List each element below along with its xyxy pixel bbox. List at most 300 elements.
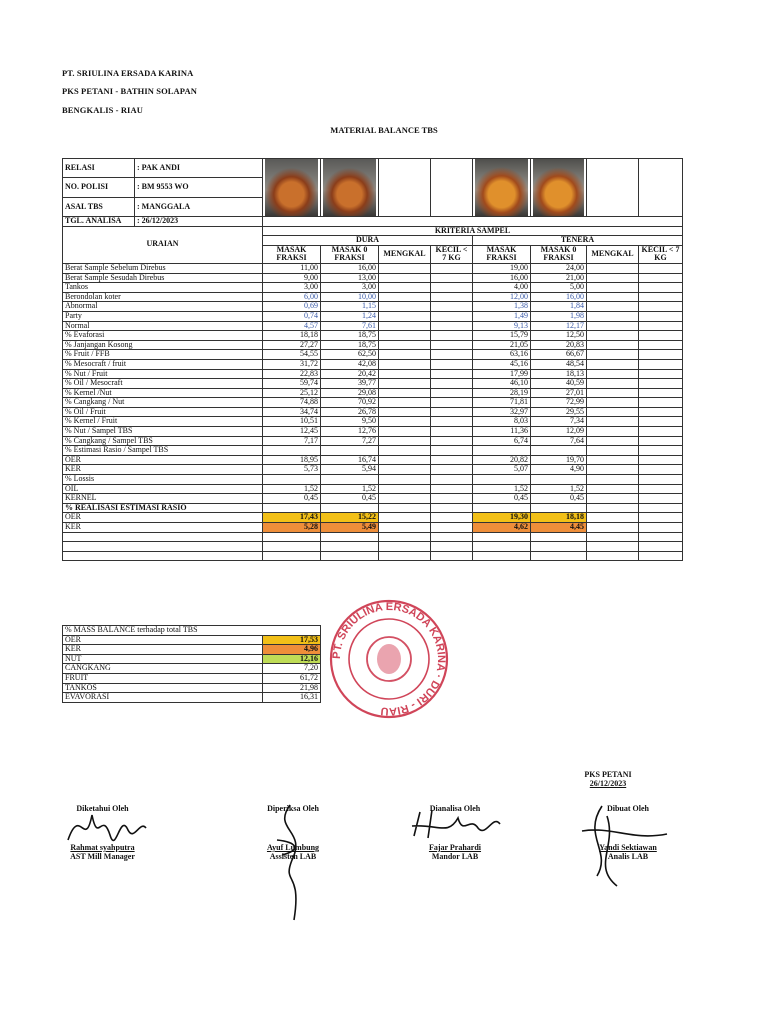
empty-cell	[587, 417, 639, 427]
value-cell: 31,72	[263, 359, 321, 369]
dura-kecil-photo-empty	[431, 159, 473, 217]
dura-header: DURA	[263, 236, 473, 246]
row-label: % Estimasi Rasio / Sampel TBS	[63, 446, 263, 456]
value-cell: 4,00	[473, 283, 531, 293]
empty-cell	[431, 417, 473, 427]
empty-cell	[639, 494, 683, 504]
empty-cell	[587, 369, 639, 379]
empty-cell	[639, 283, 683, 293]
value-cell: 22,83	[263, 369, 321, 379]
tenera-header: TENERA	[473, 236, 683, 246]
empty-cell	[431, 388, 473, 398]
value-cell: 1,24	[321, 311, 379, 321]
empty-cell	[587, 311, 639, 321]
value-cell: 18,18	[263, 331, 321, 341]
empty-cell	[473, 503, 531, 513]
empty-cell	[587, 302, 639, 312]
dura-mengkal-header: MENGKAL	[379, 245, 431, 263]
empty-cell	[321, 503, 379, 513]
empty-cell	[379, 273, 431, 283]
empty-cell	[379, 513, 431, 523]
empty-cell	[473, 542, 531, 552]
value-cell: 1,52	[321, 484, 379, 494]
value-cell: 15,79	[473, 331, 531, 341]
empty-cell	[431, 465, 473, 475]
value-cell	[531, 446, 587, 456]
empty-row	[63, 542, 683, 552]
tenera-mengkal-header: MENGKAL	[587, 245, 639, 263]
value-cell: 9,13	[473, 321, 531, 331]
signature-name: Yandi Sektiawan	[599, 843, 657, 852]
signature-title: Assisten LAB	[269, 852, 317, 861]
value-cell: 16,31	[263, 693, 321, 703]
empty-cell	[587, 436, 639, 446]
empty-cell	[431, 321, 473, 331]
empty-cell	[639, 465, 683, 475]
value-cell	[263, 475, 321, 485]
value-cell: 12,45	[263, 427, 321, 437]
value-cell: 20,82	[473, 455, 531, 465]
value-cell: 12,09	[531, 427, 587, 437]
empty-cell	[587, 273, 639, 283]
value-cell: 24,00	[531, 263, 587, 273]
empty-cell	[587, 388, 639, 398]
tenera-masak0-header: MASAK 0 FRAKSI	[531, 245, 587, 263]
value-cell: 1,52	[473, 484, 531, 494]
table-row	[63, 350, 683, 360]
value-cell: 72,99	[531, 398, 587, 408]
value-cell: 12,17	[531, 321, 587, 331]
stamp-text: PT. SRIULINA ERSADA KARINA · DURI - RIAU	[330, 600, 448, 718]
empty-cell	[639, 475, 683, 485]
empty-cell	[379, 551, 431, 561]
empty-cell	[379, 417, 431, 427]
signature-role: Dibuat Oleh	[606, 804, 649, 813]
empty-cell	[587, 513, 639, 523]
empty-cell	[473, 551, 531, 561]
document-title: MATERIAL BALANCE TBS	[330, 125, 438, 135]
value-cell: 18,18	[531, 513, 587, 523]
value-cell: 13,00	[321, 273, 379, 283]
signature-name: Ayuf Lumbung	[266, 843, 320, 852]
value-cell: 19,30	[473, 513, 531, 523]
empty-cell	[379, 494, 431, 504]
value-cell: 0,45	[263, 494, 321, 504]
value-cell: 12,50	[531, 331, 587, 341]
row-label: Normal	[63, 321, 263, 331]
table-row	[63, 283, 683, 293]
value-cell: 12,16	[263, 654, 321, 664]
value-cell	[321, 475, 379, 485]
tenera-kecil-photo-empty	[639, 159, 683, 217]
table-row	[63, 369, 683, 379]
tgl-value: : 26/12/2023	[135, 217, 263, 227]
value-cell: 18,95	[263, 455, 321, 465]
table-row	[63, 673, 321, 683]
signature-scribble-1	[60, 800, 150, 860]
value-cell: 20,42	[321, 369, 379, 379]
value-cell: 62,50	[321, 350, 379, 360]
empty-cell	[431, 513, 473, 523]
empty-row	[63, 532, 683, 542]
empty-cell	[587, 532, 639, 542]
value-cell: 1,84	[531, 302, 587, 312]
row-label: OER	[63, 513, 263, 523]
empty-cell	[431, 311, 473, 321]
value-cell: 7,34	[531, 417, 587, 427]
empty-cell	[379, 484, 431, 494]
row-label: OER	[63, 635, 263, 645]
value-cell: 48,54	[531, 359, 587, 369]
empty-cell	[639, 350, 683, 360]
empty-cell	[379, 263, 431, 273]
value-cell	[321, 446, 379, 456]
empty-cell	[431, 331, 473, 341]
relasi-label: RELASI	[63, 159, 135, 178]
value-cell: 6,00	[263, 292, 321, 302]
dura-kecil-header: KECIL < 7 KG	[431, 245, 473, 263]
value-cell: 20,83	[531, 340, 587, 350]
empty-cell	[431, 398, 473, 408]
empty-cell	[321, 551, 379, 561]
signature-role: Dianalisa Oleh	[429, 804, 481, 813]
empty-cell	[379, 359, 431, 369]
empty-cell	[587, 484, 639, 494]
empty-cell	[379, 398, 431, 408]
realisasi-title-row	[63, 503, 683, 513]
table-row	[63, 693, 321, 703]
signature-name: Rahmat syahputra	[70, 843, 135, 852]
value-cell: 4,45	[531, 523, 587, 533]
value-cell: 16,00	[473, 273, 531, 283]
value-cell: 18,75	[321, 331, 379, 341]
empty-cell	[639, 379, 683, 389]
empty-cell	[431, 551, 473, 561]
empty-cell	[639, 398, 683, 408]
value-cell: 59,74	[263, 379, 321, 389]
value-cell: 5,07	[473, 465, 531, 475]
table-row	[63, 407, 683, 417]
value-cell: 5,73	[263, 465, 321, 475]
table-row	[63, 311, 683, 321]
empty-cell	[431, 340, 473, 350]
value-cell: 21,05	[473, 340, 531, 350]
value-cell: 4,96	[263, 645, 321, 655]
empty-cell	[587, 427, 639, 437]
company-stamp	[318, 596, 460, 722]
asal-label: ASAL TBS	[63, 197, 135, 216]
row-label: Berondolan koter	[63, 292, 263, 302]
empty-cell	[431, 532, 473, 542]
empty-cell	[639, 523, 683, 533]
value-cell	[531, 475, 587, 485]
empty-cell	[379, 302, 431, 312]
empty-cell	[639, 551, 683, 561]
value-cell: 3,00	[263, 283, 321, 293]
empty-cell	[587, 283, 639, 293]
row-label: % Evaforasi	[63, 331, 263, 341]
empty-cell	[587, 523, 639, 533]
empty-cell	[379, 465, 431, 475]
empty-cell	[587, 446, 639, 456]
value-cell: 39,77	[321, 379, 379, 389]
value-cell: 12,00	[473, 292, 531, 302]
value-cell: 66,67	[531, 350, 587, 360]
realisasi-title: % REALISASI ESTIMASI RASIO	[63, 503, 263, 513]
empty-cell	[639, 427, 683, 437]
table-row	[63, 302, 683, 312]
empty-cell	[379, 331, 431, 341]
empty-cell	[431, 494, 473, 504]
value-cell: 1,52	[263, 484, 321, 494]
uraian-header: URAIAN	[63, 226, 263, 263]
signature-role: Diketahui Oleh	[76, 804, 129, 813]
row-label: % Lossis	[63, 475, 263, 485]
table-row	[63, 273, 683, 283]
polisi-value: : BM 9553 WO	[135, 178, 263, 197]
kriteria-header: KRITERIA SAMPEL	[263, 226, 683, 236]
value-cell: 16,00	[531, 292, 587, 302]
table-row	[63, 494, 683, 504]
row-label: Berat Sample Sesudah Direbus	[63, 273, 263, 283]
tenera-masak-header: MASAK FRAKSI	[473, 245, 531, 263]
dura-masak0-header: MASAK 0 FRAKSI	[321, 245, 379, 263]
signature-scribble-3	[408, 806, 503, 846]
value-cell: 18,75	[321, 340, 379, 350]
value-cell: 18,13	[531, 369, 587, 379]
empty-cell	[379, 321, 431, 331]
empty-cell	[63, 551, 263, 561]
value-cell: 21,98	[263, 683, 321, 693]
value-cell: 45,16	[473, 359, 531, 369]
table-row	[63, 513, 683, 523]
value-cell: 63,16	[473, 350, 531, 360]
value-cell: 10,00	[321, 292, 379, 302]
empty-cell	[587, 379, 639, 389]
empty-cell	[587, 331, 639, 341]
empty-cell	[639, 263, 683, 273]
dura-masak-photo	[263, 159, 321, 217]
value-cell: 7,20	[263, 664, 321, 674]
empty-cell	[531, 542, 587, 552]
value-cell: 1,49	[473, 311, 531, 321]
empty-cell	[639, 340, 683, 350]
table-row	[63, 321, 683, 331]
signature-place: PKS PETANI	[584, 770, 632, 779]
empty-cell	[379, 388, 431, 398]
value-cell: 8,03	[473, 417, 531, 427]
row-label: Abnormal	[63, 302, 263, 312]
empty-cell	[431, 379, 473, 389]
empty-cell	[587, 407, 639, 417]
row-label: % Cangkang / Nut	[63, 398, 263, 408]
empty-cell	[639, 331, 683, 341]
table-row	[63, 455, 683, 465]
table-row	[63, 398, 683, 408]
empty-cell	[587, 455, 639, 465]
empty-cell	[379, 311, 431, 321]
empty-cell	[587, 263, 639, 273]
value-cell: 1,15	[321, 302, 379, 312]
empty-cell	[431, 503, 473, 513]
empty-cell	[431, 407, 473, 417]
row-label: % Oil / Mesocraft	[63, 379, 263, 389]
tenera-kecil-header: KECIL < 7 KG	[639, 245, 683, 263]
value-cell: 0,45	[531, 494, 587, 504]
empty-cell	[431, 427, 473, 437]
table-row	[63, 475, 683, 485]
row-label: OIL	[63, 484, 263, 494]
value-cell: 0,69	[263, 302, 321, 312]
row-label: Party	[63, 311, 263, 321]
row-label: KER	[63, 465, 263, 475]
value-cell: 29,08	[321, 388, 379, 398]
value-cell: 9,50	[321, 417, 379, 427]
row-label: % Oil / Fruit	[63, 407, 263, 417]
row-label: % Kernel / Fruit	[63, 417, 263, 427]
value-cell: 7,61	[321, 321, 379, 331]
row-label: % Nut / Fruit	[63, 369, 263, 379]
empty-cell	[473, 532, 531, 542]
value-cell: 5,94	[321, 465, 379, 475]
empty-cell	[639, 407, 683, 417]
table-row	[63, 635, 321, 645]
empty-cell	[379, 532, 431, 542]
tgl-label: TGL. ANALISA	[63, 217, 135, 227]
material-balance-table	[62, 158, 683, 561]
value-cell: 9,00	[263, 273, 321, 283]
empty-cell	[587, 542, 639, 552]
row-label: TANKOS	[63, 683, 263, 693]
value-cell: 27,27	[263, 340, 321, 350]
value-cell: 61,72	[263, 673, 321, 683]
empty-cell	[63, 532, 263, 542]
empty-cell	[379, 350, 431, 360]
empty-cell	[379, 523, 431, 533]
value-cell: 46,10	[473, 379, 531, 389]
table-row	[63, 417, 683, 427]
row-label: % Mesocraft / fruit	[63, 359, 263, 369]
empty-cell	[431, 455, 473, 465]
dura-mengkal-photo-empty	[379, 159, 431, 217]
empty-cell	[587, 465, 639, 475]
value-cell: 10,51	[263, 417, 321, 427]
empty-cell	[587, 551, 639, 561]
empty-cell	[379, 503, 431, 513]
value-cell: 74,88	[263, 398, 321, 408]
row-label: KER	[63, 645, 263, 655]
table-row	[63, 359, 683, 369]
value-cell: 17,99	[473, 369, 531, 379]
table-row	[63, 292, 683, 302]
signature-title: AST Mill Manager	[70, 852, 135, 861]
tenera-masak-photo	[473, 159, 531, 217]
table-row	[63, 664, 321, 674]
mass-balance-table	[62, 625, 321, 703]
value-cell: 15,22	[321, 513, 379, 523]
signature-scribble-2	[262, 800, 322, 925]
value-cell: 29,55	[531, 407, 587, 417]
value-cell	[473, 475, 531, 485]
value-cell: 0,45	[473, 494, 531, 504]
value-cell: 21,00	[531, 273, 587, 283]
empty-cell	[639, 273, 683, 283]
empty-cell	[263, 551, 321, 561]
empty-cell	[379, 475, 431, 485]
value-cell: 0,74	[263, 311, 321, 321]
polisi-label: NO. POLISI	[63, 178, 135, 197]
value-cell: 7,27	[321, 436, 379, 446]
value-cell: 19,00	[473, 263, 531, 273]
table-row	[63, 379, 683, 389]
value-cell: 4,90	[531, 465, 587, 475]
row-label: KERNEL	[63, 494, 263, 504]
value-cell: 34,74	[263, 407, 321, 417]
row-label: % Fruit / FFB	[63, 350, 263, 360]
empty-cell	[639, 446, 683, 456]
row-label: Tankos	[63, 283, 263, 293]
row-label: % Cangkang / Sampel TBS	[63, 436, 263, 446]
table-row	[63, 523, 683, 533]
value-cell: 4,57	[263, 321, 321, 331]
relasi-value: : PAK ANDI	[135, 159, 263, 178]
row-label: NUT	[63, 654, 263, 664]
row-label: % Kernel /Nut	[63, 388, 263, 398]
empty-cell	[431, 446, 473, 456]
table-row	[63, 436, 683, 446]
empty-cell	[431, 436, 473, 446]
empty-cell	[379, 369, 431, 379]
value-cell	[473, 446, 531, 456]
empty-cell	[531, 503, 587, 513]
empty-cell	[587, 475, 639, 485]
row-label: EVAVORASI	[63, 693, 263, 703]
value-cell: 1,38	[473, 302, 531, 312]
empty-cell	[263, 542, 321, 552]
table-row	[63, 263, 683, 273]
empty-cell	[587, 350, 639, 360]
signature-title: Analis LAB	[607, 852, 649, 861]
value-cell: 71,81	[473, 398, 531, 408]
empty-cell	[587, 503, 639, 513]
value-cell: 54,55	[263, 350, 321, 360]
value-cell: 1,52	[531, 484, 587, 494]
empty-cell	[587, 321, 639, 331]
empty-cell	[379, 542, 431, 552]
signature-role: Diperiksa Oleh	[267, 804, 319, 813]
value-cell: 4,62	[473, 523, 531, 533]
empty-cell	[639, 359, 683, 369]
empty-cell	[263, 503, 321, 513]
signature-date: 26/12/2023	[589, 779, 627, 788]
photo-bottom-empty	[263, 217, 683, 227]
table-row	[63, 388, 683, 398]
table-row	[63, 340, 683, 350]
empty-cell	[639, 542, 683, 552]
value-cell: 16,74	[321, 455, 379, 465]
value-cell: 3,00	[321, 283, 379, 293]
row-label: CANGKANG	[63, 664, 263, 674]
empty-cell	[431, 292, 473, 302]
row-label: % Janjangan Kosong	[63, 340, 263, 350]
empty-cell	[379, 379, 431, 389]
table-row	[63, 484, 683, 494]
table-row	[63, 446, 683, 456]
value-cell: 40,59	[531, 379, 587, 389]
empty-cell	[379, 436, 431, 446]
empty-cell	[431, 523, 473, 533]
value-cell: 7,64	[531, 436, 587, 446]
